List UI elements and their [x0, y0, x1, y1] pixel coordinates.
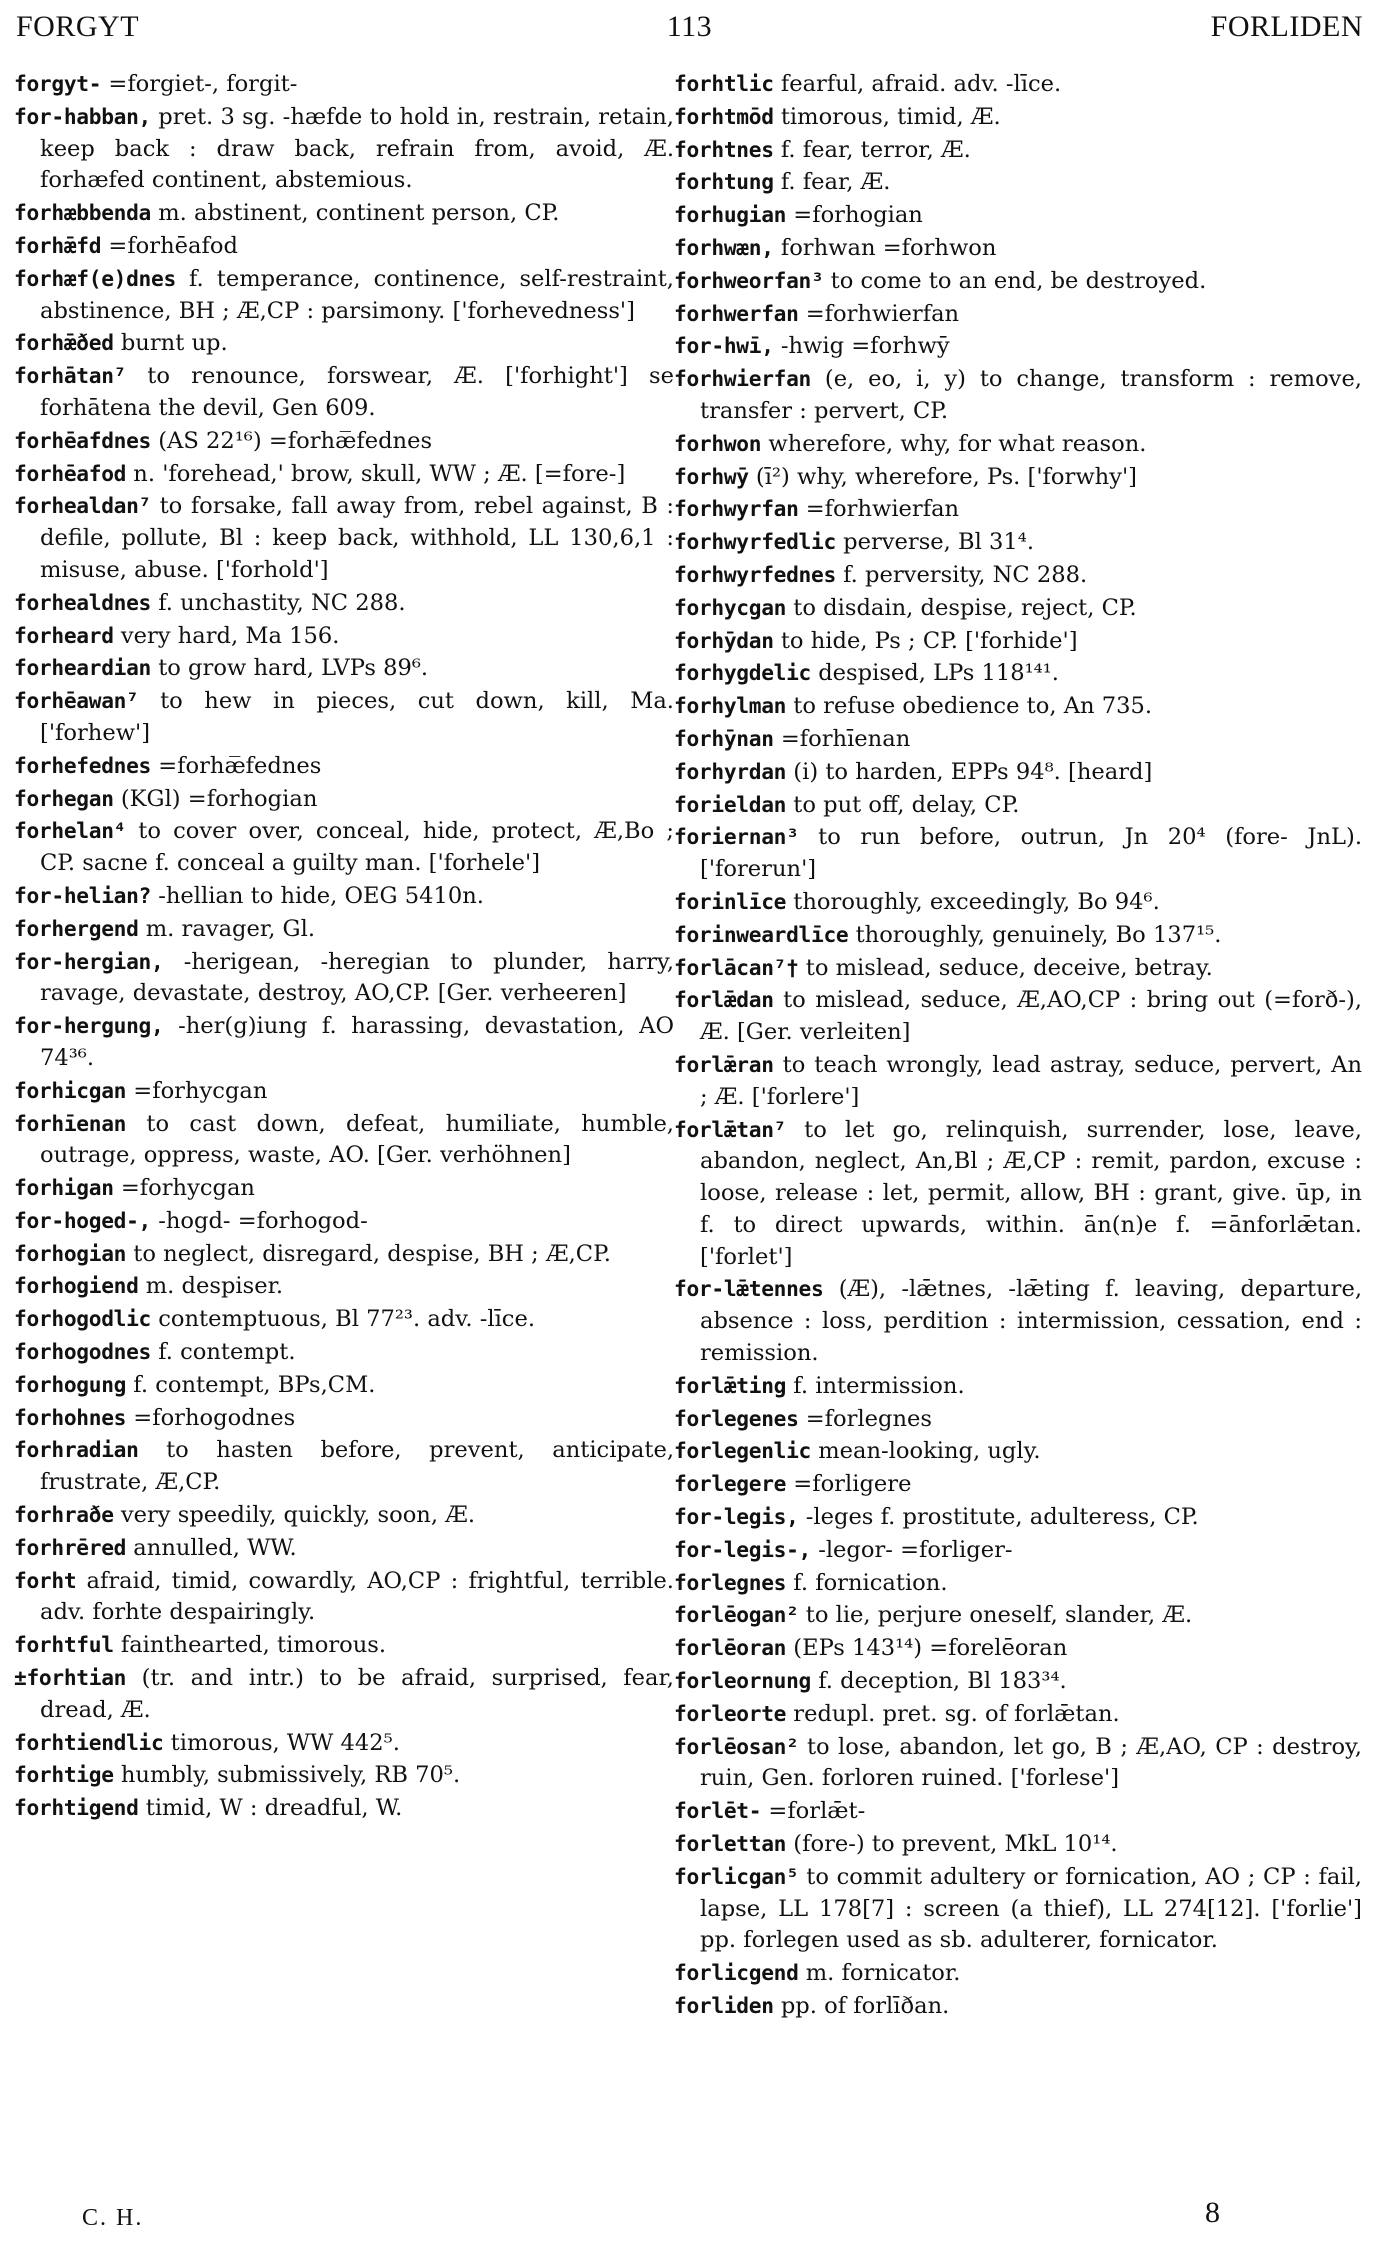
dictionary-entry: [14, 458, 674, 491]
entry-headword: forhtigend: [14, 1795, 139, 1821]
entry-definition: -legor- =forliger-: [811, 1536, 1013, 1563]
entry-definition: -hogd- =forhogod-: [151, 1207, 368, 1234]
dictionary-entry: [14, 1303, 674, 1336]
entry-definition: timid, W : dreadful, W.: [138, 1795, 403, 1822]
entry-headword: forhwyrfedlic: [674, 529, 836, 555]
entry-definition: fainthearted, timorous.: [113, 1632, 387, 1659]
entry-headword: forhwyrfednes: [674, 561, 836, 587]
entry-headword: forinweardlīce: [674, 921, 849, 947]
entry-definition: thoroughly, genuinely, Bo 137¹⁵.: [848, 921, 1222, 948]
entry-headword: forhwierfan: [674, 366, 812, 392]
dictionary-entry: [14, 327, 674, 360]
entry-definition: =forgiet-, forgit-: [101, 71, 298, 97]
entry-headword: forhwyrfan: [674, 496, 799, 522]
entry-headword: forhæf(e)dnes: [14, 265, 176, 291]
entry-headword: for-legis,: [674, 1504, 799, 1530]
entry-definition: =forlegnes: [798, 1405, 933, 1432]
dictionary-entry: [14, 1759, 674, 1792]
entry-headword: forlǣdan: [674, 987, 774, 1013]
dictionary-entry: [674, 199, 1362, 232]
dictionary-entry: [14, 946, 674, 1011]
entry-headword: foriernan³: [674, 824, 799, 850]
dictionary-entry: [14, 620, 674, 653]
dictionary-entry: [674, 1861, 1362, 1957]
entry-definition: =forhogian: [786, 202, 923, 229]
dictionary-entry: [674, 1731, 1362, 1796]
entry-headword: forhīenan: [14, 1110, 127, 1136]
entry-definition: -hellian to hide, OEG 5410n.: [151, 882, 484, 909]
entry-headword: forhogung: [14, 1371, 127, 1397]
entry-headword: forhǣfd: [14, 232, 102, 258]
entry-definition: to hew in pieces, cut down, kill, Ma. ['forhew']: [40, 688, 674, 746]
entry-headword: forleorte: [674, 1700, 787, 1726]
entry-headword: forhergend: [14, 915, 139, 941]
dictionary-entry: [14, 685, 674, 750]
entry-definition: burnt up.: [113, 330, 228, 357]
dictionary-entry: [14, 652, 674, 685]
dictionary-entry: [14, 1075, 674, 1108]
entry-definition: to put off, delay, CP.: [786, 791, 1020, 818]
dictionary-entry: [14, 1270, 674, 1303]
entry-headword: forieldan: [674, 791, 787, 817]
entry-headword: forhrēred: [14, 1534, 127, 1560]
entry-definition: m. abstinent, continent person, CP.: [151, 200, 560, 227]
entry-definition: (fore-) to prevent, MkL 10¹⁴.: [786, 1831, 1118, 1858]
dictionary-entry: [674, 1468, 1362, 1501]
entry-definition: =forhycgan: [126, 1077, 268, 1104]
dictionary-entry: [14, 1499, 674, 1532]
entry-headword: forhogian: [14, 1240, 127, 1266]
entry-definition: to neglect, disregard, despise, BH ; Æ,CP.: [126, 1240, 611, 1267]
entry-definition: to hasten before, prevent, anticipate, frustrate, Æ,CP.: [40, 1437, 674, 1496]
entry-headword: forhēawan⁷: [14, 688, 139, 714]
dictionary-entry: [674, 526, 1362, 559]
entry-headword: forhǣðed: [14, 330, 114, 356]
entry-headword: forgyt-: [14, 71, 102, 96]
entry-headword: forlicgan⁵: [674, 1863, 799, 1889]
dictionary-entry: [674, 330, 1362, 363]
entry-headword: forhigan: [14, 1175, 114, 1201]
entry-headword: forhēafod: [14, 460, 127, 486]
entry-definition: m. ravager, Gl.: [138, 915, 316, 942]
dictionary-entry: [14, 1369, 674, 1402]
header-last-headword: FORLIDEN: [1210, 10, 1363, 43]
dictionary-entry: [674, 265, 1362, 298]
dictionary-entry: [14, 101, 674, 197]
entry-headword: for-habban,: [14, 103, 152, 129]
dictionary-entry: [14, 1205, 674, 1238]
dictionary-entry: [14, 263, 674, 328]
dictionary-entry: [674, 461, 1362, 494]
dictionary-entry: [674, 723, 1362, 756]
entry-definition: =forhwierfan: [798, 496, 960, 523]
entry-definition: despised, LPs 118¹⁴¹.: [811, 660, 1059, 687]
dictionary-entry: [14, 815, 674, 880]
dictionary-entry: [14, 913, 674, 946]
entry-headword: forhicgan: [14, 1077, 127, 1103]
sheet-number: 8: [1205, 2196, 1220, 2229]
dictionary-entry: [14, 1010, 674, 1075]
entry-definition: =forlǣt-: [761, 1798, 866, 1825]
entry-definition: (tr. and intr.) to be afraid, surprised, fear, dread, Æ.: [40, 1665, 674, 1723]
entry-headword: forhtful: [14, 1632, 114, 1658]
entry-headword: forhygdelic: [674, 660, 812, 686]
entry-definition: to commit adultery or fornication, AO ; CP : fail, lapse, LL 178[7] : screen (a thief), LL 274[12]. ['forlie'] pp. forlegen used as sb. adulterer, fornicator.: [700, 1863, 1362, 1954]
dictionary-entry: [674, 1370, 1362, 1403]
dictionary-entry: [14, 1434, 674, 1499]
entry-headword: forhogodlic: [14, 1306, 152, 1332]
dictionary-entry: [14, 880, 674, 913]
entry-definition: (Æ), -lǣtnes, -lǣting f. leaving, departure, absence : loss, perdition : intermission, cessation, end : remission.: [700, 1276, 1362, 1367]
entry-definition: very hard, Ma 156.: [113, 622, 340, 649]
entry-headword: forlǣting: [674, 1372, 787, 1398]
entry-headword: forlēosan²: [674, 1733, 799, 1759]
dictionary-entry: [674, 101, 1362, 134]
entry-headword: forhealdnes: [14, 589, 152, 615]
entry-headword: forlegenes: [674, 1405, 799, 1431]
entry-definition: (e, eo, i, y) to change, transform : remove, transfer : pervert, CP.: [700, 366, 1362, 424]
entry-headword: forhwæn,: [674, 234, 774, 260]
entry-definition: to grow hard, LVPs 89⁶.: [151, 655, 429, 682]
entry-definition: redupl. pret. sg. of forlǣtan.: [786, 1700, 1120, 1727]
entry-definition: f. fear, Æ.: [773, 169, 891, 196]
entry-headword: forhyrdan: [674, 758, 787, 784]
entry-headword: forht: [14, 1567, 77, 1593]
dictionary-entry: [674, 592, 1362, 625]
entry-headword: forlǣtan⁷: [674, 1116, 787, 1142]
entry-headword: forinlīce: [674, 888, 787, 914]
entry-definition: =forligere: [786, 1471, 912, 1498]
entry-definition: f. unchastity, NC 288.: [151, 589, 406, 616]
entry-headword: forlācan⁷†: [674, 954, 799, 980]
dictionary-entry: [14, 1565, 674, 1630]
entry-headword: forheard: [14, 622, 114, 648]
entry-definition: timorous, WW 442⁵.: [163, 1729, 400, 1756]
dictionary-entry: [674, 756, 1362, 789]
header-first-headword: FORGYT: [16, 10, 140, 43]
entry-definition: (ī²) why, wherefore, Ps. ['forwhy']: [748, 463, 1138, 490]
entry-headword: forlettan: [674, 1831, 787, 1857]
dictionary-entry: [674, 886, 1362, 919]
entry-headword: forhtung: [674, 169, 774, 195]
entry-definition: =forhogodnes: [126, 1404, 296, 1431]
dictionary-entry: [14, 1727, 674, 1760]
dictionary-entry: [14, 68, 674, 101]
entry-definition: to teach wrongly, lead astray, seduce, pervert, An ; Æ. ['forlere']: [700, 1051, 1362, 1110]
entry-headword: forhȳdan: [674, 627, 774, 653]
entry-definition: to lie, perjure oneself, slander, Æ.: [798, 1602, 1193, 1629]
entry-definition: wherefore, why, for what reason.: [761, 430, 1147, 457]
dictionary-entry: [674, 1990, 1362, 2023]
entry-definition: to forsake, fall away from, rebel against, B : defile, pollute, Bl : keep back, withhold, LL 130,6,1 : misuse, abuse. ['forhold']: [40, 493, 674, 583]
dictionary-entry: [674, 952, 1362, 985]
entry-definition: to renounce, forswear, Æ. ['forhight'] se forhātena the devil, Gen 609.: [40, 363, 674, 421]
dictionary-entry: [14, 1662, 674, 1727]
entry-headword: for-hergung,: [14, 1013, 164, 1039]
entry-definition: perverse, Bl 31⁴.: [835, 529, 1035, 556]
entry-headword: forhealdan⁷: [14, 493, 152, 519]
dictionary-entry: [674, 789, 1362, 822]
dictionary-entry: [674, 1501, 1362, 1534]
entry-headword: forhefednes: [14, 752, 152, 778]
entry-definition: mean-looking, ugly.: [811, 1438, 1041, 1465]
entry-definition: -leges f. prostitute, adulteress, CP.: [798, 1504, 1199, 1531]
entry-headword: for-helian?: [14, 882, 152, 908]
entry-headword: forhtlic: [674, 71, 774, 96]
entry-headword: ±forhtian: [14, 1665, 127, 1691]
dictionary-entry: [674, 1114, 1362, 1274]
entry-definition: =forhwierfan: [798, 300, 960, 327]
entry-definition: to cover over, conceal, hide, protect, Æ,Bo ; CP. sacne f. conceal a guilty man. ['forhele']: [40, 818, 674, 877]
entry-definition: to come to an end, be destroyed.: [823, 267, 1207, 294]
entry-definition: to lose, abandon, let go, B ; Æ,AO, CP : destroy, ruin, Gen. forloren ruined. ['forlese']: [700, 1733, 1362, 1792]
dictionary-entry: [674, 690, 1362, 723]
dictionary-entry: [674, 1599, 1362, 1632]
entry-headword: for-hoged-,: [14, 1207, 152, 1233]
entry-definition: -hwig =forhwȳ: [773, 333, 950, 360]
dictionary-entry: [14, 1402, 674, 1435]
dictionary-entry: [14, 1336, 674, 1369]
dictionary-entry: [14, 230, 674, 263]
entry-definition: =forhæ̅fednes: [151, 752, 322, 779]
entry-definition: (EPs 143¹⁴) =forelēoran: [786, 1635, 1068, 1662]
dictionary-entry: [674, 984, 1362, 1049]
entry-definition: to mislead, seduce, Æ,AO,CP : bring out (=forð-), Æ. [Ger. verleiten]: [700, 987, 1362, 1046]
entry-definition: humbly, submissively, RB 70⁵.: [113, 1762, 461, 1789]
entry-headword: forhȳnan: [674, 725, 774, 751]
dictionary-entry: [674, 1795, 1362, 1828]
entry-definition: =forhycgan: [113, 1175, 255, 1202]
dictionary-entry: [14, 1532, 674, 1565]
entry-headword: forhegan: [14, 785, 114, 811]
entry-headword: forlēogan²: [674, 1602, 799, 1628]
entry-definition: f. contempt.: [151, 1339, 296, 1366]
dictionary-entry: [14, 1792, 674, 1825]
entry-headword: forhradian: [14, 1437, 139, 1463]
entry-definition: =forhīenan: [773, 725, 911, 752]
entry-headword: forhwȳ: [674, 463, 749, 489]
dictionary-entry: [674, 428, 1362, 461]
dictionary-entry: [674, 821, 1362, 886]
entry-definition: f. fornication.: [786, 1569, 948, 1596]
dictionary-entry: [674, 919, 1362, 952]
dictionary-entry: [674, 1632, 1362, 1665]
entry-definition: (AS 22¹⁶) =forhæ̅fednes: [151, 427, 433, 454]
entry-headword: for-legis-,: [674, 1536, 812, 1562]
entry-headword: forhwon: [674, 430, 762, 456]
entry-definition: f. fear, terror, Æ.: [773, 136, 971, 163]
dictionary-entry: [14, 1108, 674, 1173]
entry-definition: (KGl) =forhogian: [113, 785, 318, 812]
dictionary-entry: [674, 1567, 1362, 1600]
entry-definition: to hide, Ps ; CP. ['forhide']: [773, 627, 1078, 654]
entry-headword: forhelan⁴: [14, 818, 127, 844]
entry-headword: forheardian: [14, 655, 152, 681]
page-header: [16, 10, 1363, 50]
entry-headword: for-hergian,: [14, 948, 164, 974]
dictionary-entry: [14, 1172, 674, 1205]
entry-definition: afraid, timid, cowardly, AO,CP : frightful, terrible. adv. forhte despairingly.: [40, 1567, 674, 1626]
dictionary-entry: [674, 1698, 1362, 1731]
entry-definition: fearful, afraid. adv. -līce.: [773, 71, 1062, 97]
entry-definition: to run before, outrun, Jn 20⁴ (fore- JnL). ['forerun']: [700, 824, 1362, 883]
dictionary-entry: [674, 1828, 1362, 1861]
entry-definition: f. contempt, BPs,CM.: [126, 1371, 376, 1398]
entry-definition: thoroughly, exceedingly, Bo 94⁶.: [786, 888, 1160, 915]
entry-definition: n. 'forehead,' brow, skull, WW ; Æ. [=fore-]: [126, 460, 626, 487]
entry-definition: to refuse obedience to, An 735.: [786, 693, 1153, 720]
entry-headword: forhēafdnes: [14, 427, 152, 453]
dictionary-entry: [14, 783, 674, 816]
entry-headword: forhtmōd: [674, 103, 774, 129]
dictionary-entry: [674, 1273, 1362, 1369]
entry-headword: forhycgan: [674, 594, 787, 620]
entry-definition: timorous, timid, Æ.: [773, 103, 1001, 130]
dictionary-entry: [674, 1403, 1362, 1436]
entry-headword: forhohnes: [14, 1404, 127, 1430]
left-column: [14, 68, 674, 1825]
entry-definition: m. fornicator.: [798, 1960, 961, 1987]
entry-definition: (i) to harden, EPPs 94⁸. [heard]: [786, 758, 1153, 785]
entry-definition: to let go, relinquish, surrender, lose, leave, abandon, neglect, An,Bl ; Æ,CP : remit, pardon, excuse : loose, release : let, permit, allow, BH : grant, give. ūp, in f. to direct upwards, within. ān(n)e f. =ānforlǣtan. ['forlet']: [700, 1116, 1362, 1270]
entry-headword: forhraðe: [14, 1502, 114, 1528]
entry-definition: f. intermission.: [786, 1372, 965, 1399]
entry-headword: forhæbbenda: [14, 200, 152, 226]
dictionary-entry: [14, 750, 674, 783]
dictionary-entry: [14, 490, 674, 586]
entry-headword: forlēoran: [674, 1635, 787, 1661]
dictionary-entry: [674, 232, 1362, 265]
dictionary-entry: [14, 197, 674, 230]
dictionary-entry: [674, 625, 1362, 658]
entry-definition: f. deception, Bl 183³⁴.: [811, 1668, 1067, 1695]
dictionary-entry: [14, 587, 674, 620]
entry-definition: to mislead, seduce, deceive, betray.: [798, 954, 1213, 981]
printer-signature: C. H.: [82, 2205, 144, 2231]
entry-headword: for-hwī,: [674, 333, 774, 359]
entry-headword: forhtiendlic: [14, 1729, 164, 1755]
dictionary-entry: [14, 1238, 674, 1271]
dictionary-entry: [674, 166, 1362, 199]
page-number: 113: [666, 10, 713, 43]
entry-definition: contemptuous, Bl 77²³. adv. -līce.: [151, 1306, 535, 1333]
entry-headword: forlǣran: [674, 1051, 774, 1077]
entry-headword: forlegnes: [674, 1569, 787, 1595]
dictionary-entry: [674, 134, 1362, 167]
entry-definition: =forhēafod: [101, 232, 238, 259]
entry-definition: f. temperance, continence, self-restraint, abstinence, BH ; Æ,CP : parsimony. ['forhevedness']: [40, 265, 674, 324]
entry-definition: -herigean, -heregian to plunder, harry, ravage, devastate, destroy, AO,CP. [Ger. verheeren]: [40, 948, 674, 1007]
entry-headword: forhogiend: [14, 1273, 139, 1299]
entry-headword: forlegenlic: [674, 1438, 812, 1464]
dictionary-entry: [674, 1665, 1362, 1698]
dictionary-entry: [674, 1534, 1362, 1567]
entry-definition: pret. 3 sg. -hæfde to hold in, restrain, retain, keep back : draw back, refrain from, avoid, Æ. forhæfed continent, abstemious.: [40, 103, 674, 194]
entry-definition: -her(g)iung f. harassing, devastation, AO 74³⁶.: [40, 1013, 674, 1071]
entry-definition: very speedily, quickly, soon, Æ.: [113, 1502, 476, 1529]
entry-headword: forhylman: [674, 693, 787, 719]
dictionary-entry: [674, 657, 1362, 690]
dictionary-entry: [674, 493, 1362, 526]
entry-headword: forhwerfan: [674, 300, 799, 326]
dictionary-entry: [14, 360, 674, 425]
entry-headword: forhtige: [14, 1762, 114, 1788]
right-column: [674, 68, 1362, 2023]
entry-definition: m. despiser.: [138, 1273, 284, 1300]
dictionary-entry: [14, 1629, 674, 1662]
entry-definition: annulled, WW.: [126, 1534, 297, 1561]
entry-headword: forliden: [674, 1993, 774, 2019]
entry-definition: to cast down, defeat, humiliate, humble, outrage, oppress, waste, AO. [Ger. verhöhnen]: [40, 1110, 674, 1169]
entry-headword: forlēt-: [674, 1798, 762, 1824]
entry-definition: pp. of forlīðan.: [773, 1993, 950, 2020]
entry-headword: forhtnes: [674, 136, 774, 162]
entry-headword: forhweorfan³: [674, 267, 824, 293]
dictionary-entry: [674, 68, 1362, 101]
dictionary-entry: [674, 363, 1362, 428]
entry-headword: forlicgend: [674, 1960, 799, 1986]
dictionary-entry: [674, 1049, 1362, 1114]
entry-definition: f. perversity, NC 288.: [835, 561, 1088, 588]
entry-headword: for-lǣtennes: [674, 1276, 824, 1302]
entry-definition: to disdain, despise, reject, CP.: [786, 594, 1137, 621]
entry-headword: forhugian: [674, 202, 787, 228]
entry-definition: forhwan =forhwon: [773, 234, 997, 261]
entry-headword: forhātan⁷: [14, 363, 127, 389]
entry-headword: forhogodnes: [14, 1339, 152, 1365]
entry-headword: forlegere: [674, 1471, 787, 1497]
dictionary-entry: [14, 425, 674, 458]
dictionary-entry: [674, 298, 1362, 331]
entry-headword: forleornung: [674, 1668, 812, 1694]
dictionary-entry: [674, 1957, 1362, 1990]
dictionary-entry: [674, 1435, 1362, 1468]
dictionary-entry: [674, 559, 1362, 592]
